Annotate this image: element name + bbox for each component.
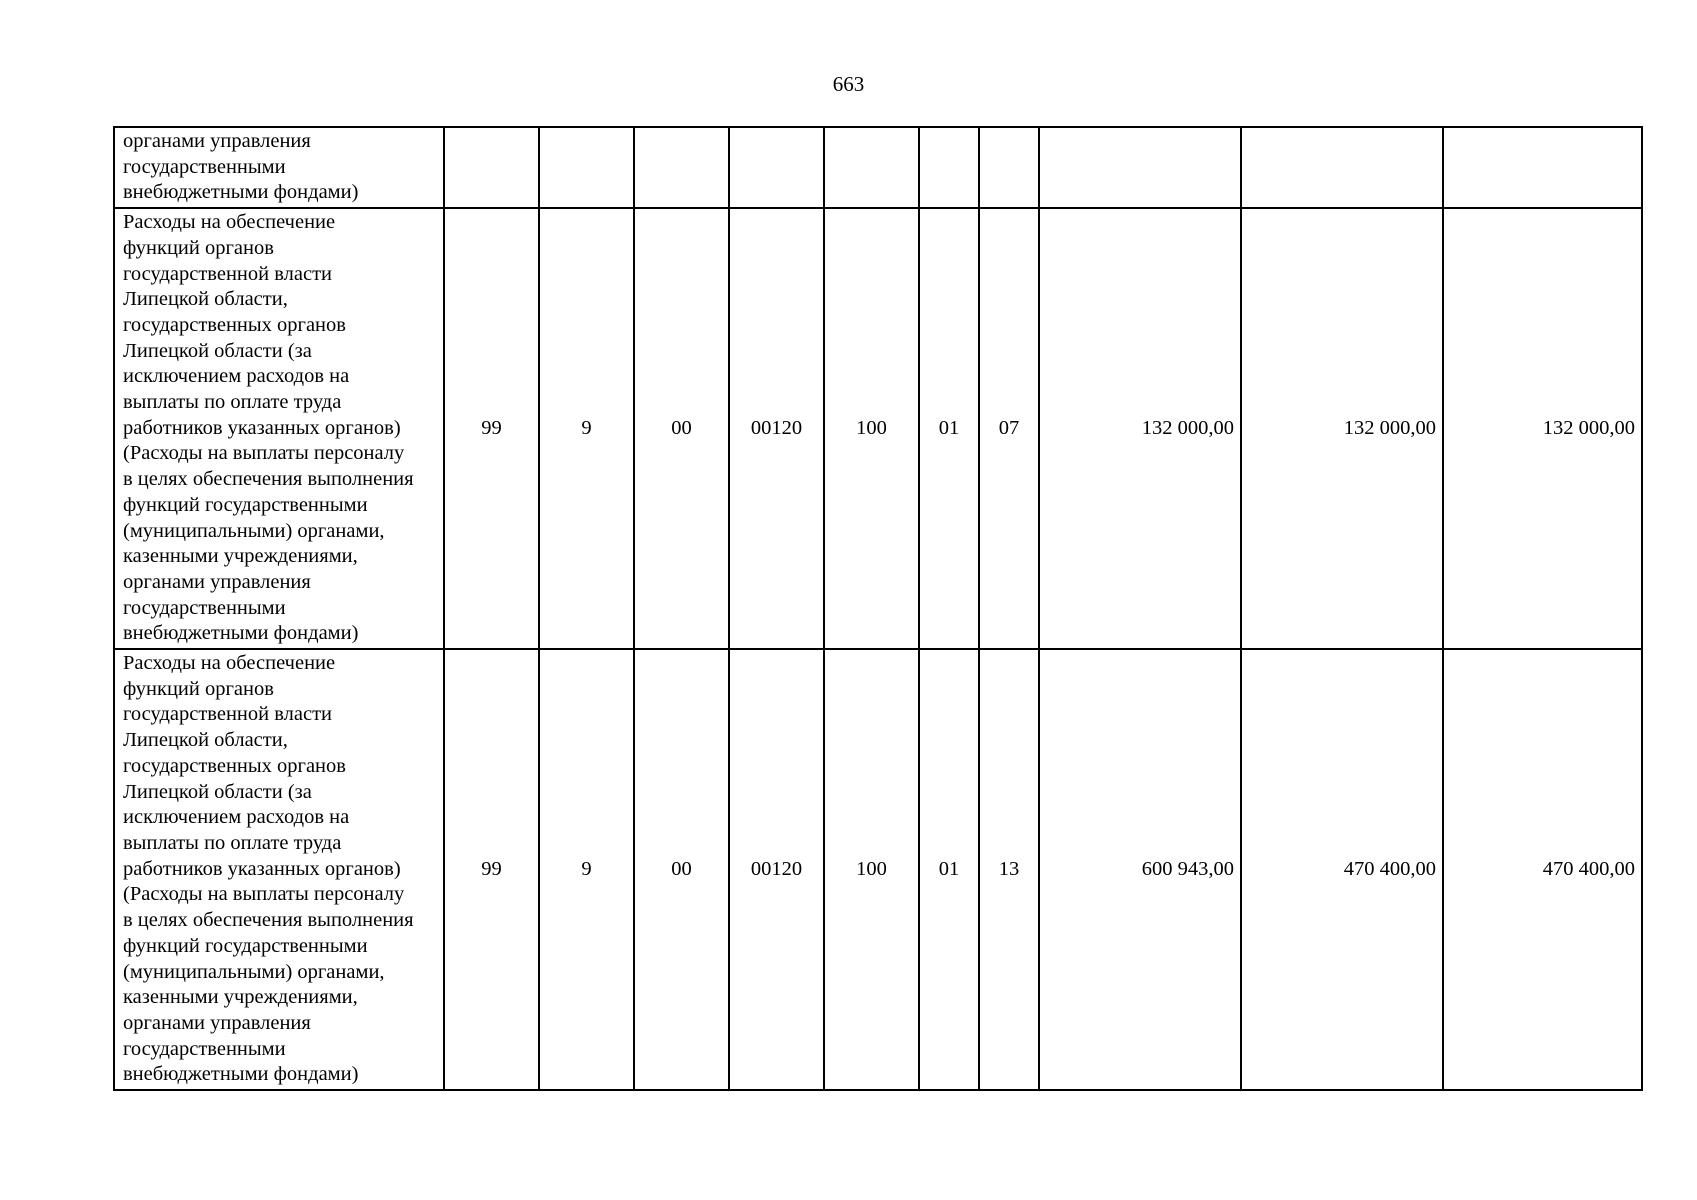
code-cell: 13 [979, 649, 1039, 1090]
code-cell: 01 [919, 208, 979, 649]
code-cell: 99 [444, 649, 539, 1090]
code-cell: 99 [444, 208, 539, 649]
amount-cell [1039, 127, 1241, 208]
amount-cell: 132 000,00 [1039, 208, 1241, 649]
code-cell: 100 [824, 649, 919, 1090]
code-cell: 9 [539, 208, 634, 649]
amount-cell: 132 000,00 [1241, 208, 1443, 649]
code-cell [634, 127, 729, 208]
row-description: органами управления государственными внебюджетными фондами) [114, 127, 444, 208]
amount-cell: 470 400,00 [1443, 649, 1642, 1090]
amount-cell [1241, 127, 1443, 208]
code-cell [979, 127, 1039, 208]
row-description: Расходы на обеспечение функций органов государственной власти Липецкой области, государственных органов Липецкой области (за исключением расходов на выплаты по оплате труда работников указанных органов) (Расходы на выплаты персоналу в целях обеспечения выполнения функций государственными (муниципальными) органами, казенными учреждениями, органами управления государственными внебюджетными фондами) [114, 208, 444, 649]
code-cell [824, 127, 919, 208]
amount-cell: 600 943,00 [1039, 649, 1241, 1090]
table-row [114, 127, 1642, 208]
code-cell: 00 [634, 208, 729, 649]
code-cell [729, 127, 824, 208]
code-cell: 00120 [729, 649, 824, 1090]
code-cell: 100 [824, 208, 919, 649]
code-cell: 00120 [729, 208, 824, 649]
table-row [114, 208, 1642, 649]
code-cell [919, 127, 979, 208]
table-row [114, 649, 1642, 1090]
code-cell: 01 [919, 649, 979, 1090]
row-description: Расходы на обеспечение функций органов государственной власти Липецкой области, государственных органов Липецкой области (за исключением расходов на выплаты по оплате труда работников указанных органов) (Расходы на выплаты персоналу в целях обеспечения выполнения функций государственными (муниципальными) органами, казенными учреждениями, органами управления государственными внебюджетными фондами) [114, 649, 444, 1090]
budget-table [113, 126, 1643, 1091]
code-cell: 9 [539, 649, 634, 1090]
code-cell [444, 127, 539, 208]
code-cell: 07 [979, 208, 1039, 649]
code-cell: 00 [634, 649, 729, 1090]
page-number: 663 [832, 72, 865, 96]
amount-cell [1443, 127, 1642, 208]
amount-cell: 132 000,00 [1443, 208, 1642, 649]
amount-cell: 470 400,00 [1241, 649, 1443, 1090]
code-cell [539, 127, 634, 208]
